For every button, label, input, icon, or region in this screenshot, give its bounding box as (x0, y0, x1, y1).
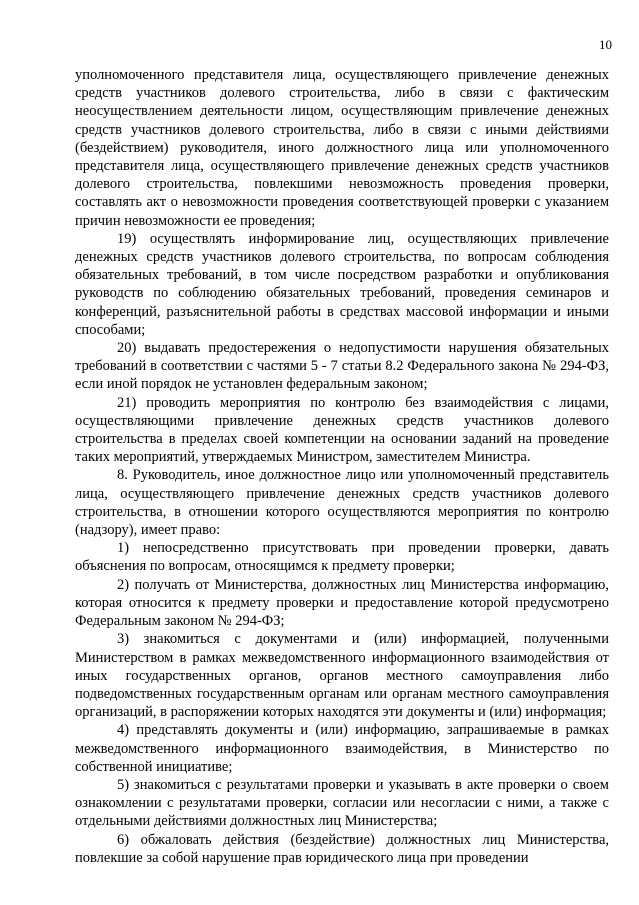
paragraph-item-20: 20) выдавать предостережения о недопустимости нарушения обязательных требований в соответствии с частями 5 - 7 статьи 8.2 Федерального закона № 294-ФЗ, если иной порядок не установлен федеральным законом; (75, 340, 609, 393)
paragraph-item-19: 19) осуществлять информирование лиц, осуществляющих привлечение денежных средств участников долевого строительства, по вопросам соблюдения обязательных требований, в том числе посредством разработки и опубликования руководств по соблюдению обязательных требований, проведения семинаров и конференций, разъяснительной работы в средствах массовой информации и иными способами; (75, 230, 609, 338)
paragraph-right-2: 2) получать от Министерства, должностных лиц Министерства информацию, которая относится к предмету проверки и предоставление которой предусмотрено Федеральным законом № 294-ФЗ; (75, 576, 609, 630)
paragraph-right-5: 5) знакомиться с результатами проверки и указывать в акте проверки о своем ознакомлении с результатами проверки, согласии или несогласии с ними, а также с отдельными действиями должностных лиц Министерства; (75, 776, 609, 830)
paragraph-section-8: 8. Руководитель, иное должностное лицо или уполномоченный представитель лица, осуществляющего привлечение денежных средств участников долевого строительства, в отношении которого осуществляются мероприятия по контролю (надзору), имеет право: (75, 467, 609, 539)
document-body (75, 66, 609, 867)
paragraph-continued: уполномоченного представителя лица, осуществляющего привлечение денежных средств участников долевого строительства, либо в связи с фактическим неосуществлением деятельности лицом, осуществляющим привлечение денежных средств участников долевого строительства, либо в связи с иными действиями (бездействием) руководителя, иного должностного лица или уполномоченного представителя лица, осуществляющего привлечение денежных средств участников долевого строительства, повлекшими невозможность проведения проверки, составлять акт о невозможности проведения соответствующей проверки с указанием причин невозможности ее проведения; (75, 67, 609, 229)
paragraph-right-1: 1) непосредственно присутствовать при проведении проверки, давать объяснения по вопросам, относящимся к предмету проверки; (75, 540, 609, 575)
paragraph-right-6: 6) обжаловать действия (бездействие) должностных лиц Министерства, повлекшие за собой нарушение прав юридического лица при проведении (75, 831, 609, 866)
paragraph-right-3: 3) знакомиться с документами и (или) информацией, полученными Министерством в рамках межведомственного информационного взаимодействия от иных государственных органов, органов местного самоуправления либо подведомственных государственным органам или органам местного самоуправления организаций, в распоряжении которых находятся эти документы и (или) информация; (75, 631, 609, 721)
page-number: 10 (599, 37, 612, 52)
paragraph-item-21: 21) проводить мероприятия по контролю без взаимодействия с лицами, осуществляющими привлечение денежных средств участников долевого строительства в пределах своей компетенции на основании заданий на проведение таких мероприятий, утверждаемых Министром, заместителем Министра. (75, 394, 609, 466)
paragraph-right-4: 4) представлять документы и (или) информацию, запрашиваемые в рамках межведомственного информационного взаимодействия, в Министерство по собственной инициативе; (75, 722, 609, 775)
